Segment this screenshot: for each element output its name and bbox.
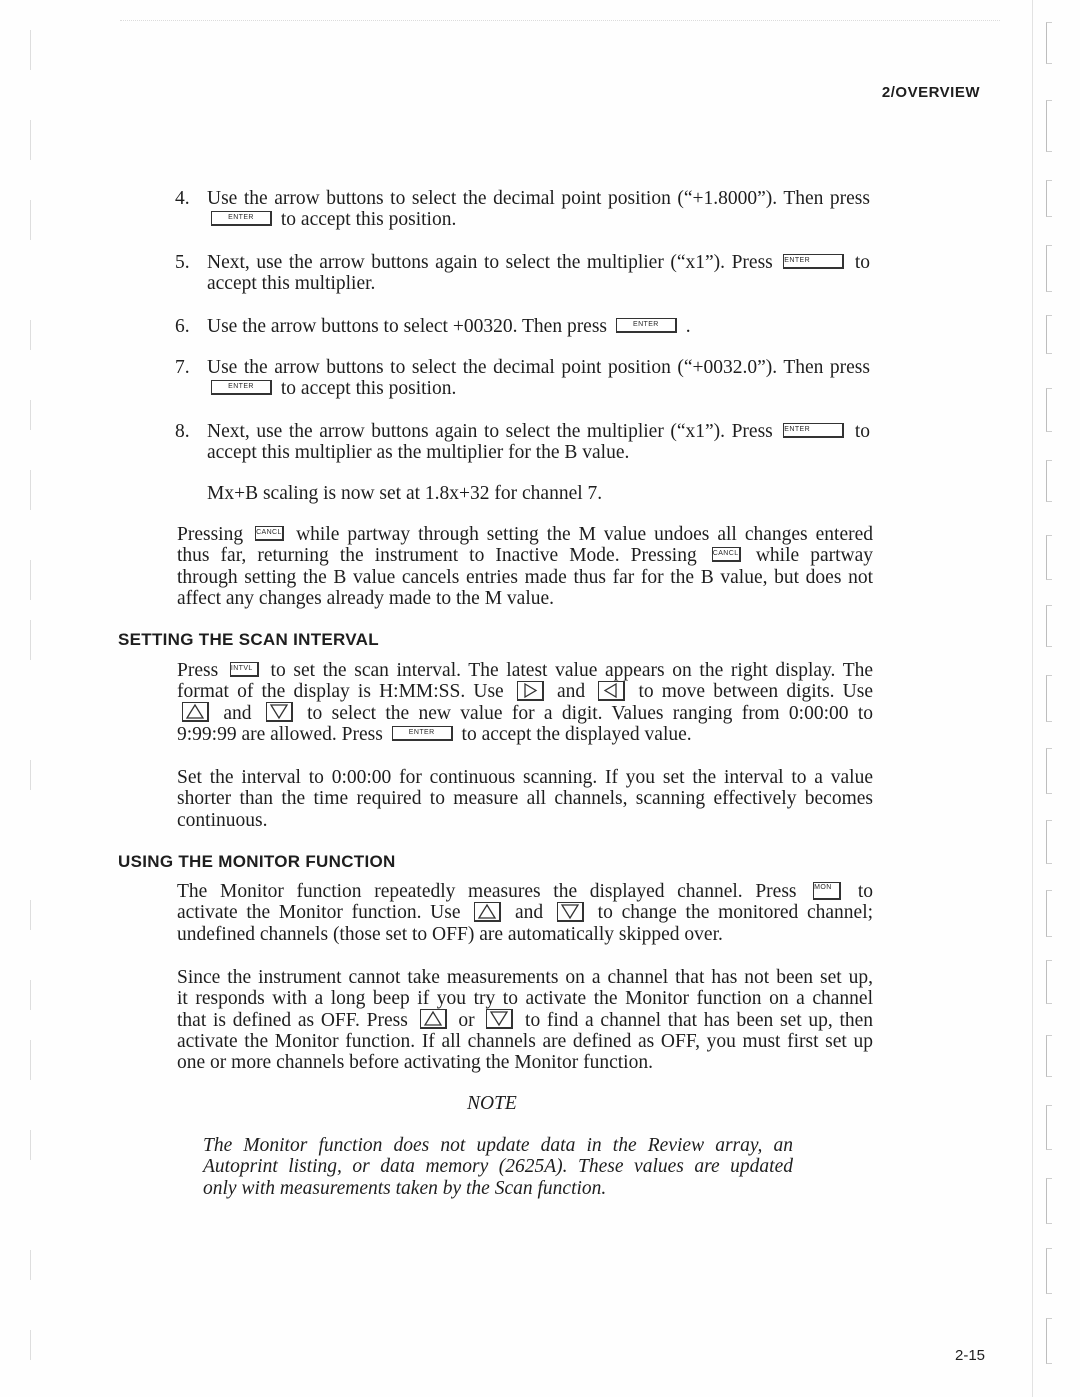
scan-edge-mark — [1046, 1248, 1052, 1294]
paragraph-line — [177, 588, 873, 609]
step-number: 5. — [175, 252, 190, 273]
step-line — [207, 252, 870, 273]
page-number: 2-15 — [955, 1347, 986, 1364]
paragraph-text: undefined channels (those set to OFF) are automatically skipped over. — [177, 923, 723, 945]
step-line — [207, 316, 870, 337]
scan-edge-mark — [30, 470, 31, 510]
right-arrow-key-icon — [517, 681, 544, 701]
section-heading-monitor: USING THE MONITOR FUNCTION — [118, 852, 396, 871]
step-body — [207, 252, 870, 295]
scan-edge-mark — [1046, 1178, 1052, 1224]
paragraph-line — [177, 810, 873, 831]
step-body — [207, 316, 870, 337]
paragraph-line — [177, 967, 873, 988]
paragraph-line — [177, 988, 873, 1009]
step-line — [207, 442, 870, 463]
paragraph-line — [177, 767, 873, 788]
step-body — [207, 421, 870, 464]
paragraph-text: activate the Monitor function. If all channels are defined as OFF, you must first set up — [177, 1030, 873, 1052]
paragraph-text: and — [223, 702, 252, 724]
step-text: accept this multiplier. — [207, 273, 376, 295]
paragraph-line — [177, 1052, 873, 1073]
paragraph-line — [177, 703, 873, 724]
paragraph-text: one or more channels before activating the Monitor function. — [177, 1052, 653, 1074]
note-line — [203, 1156, 793, 1177]
up-arrow-key-icon — [420, 1009, 447, 1029]
step-text: Use the arrow buttons to select the decimal point position (“+1.8000”). Then press — [207, 188, 870, 209]
scan-edge-mark — [30, 1040, 31, 1080]
paragraph-line — [177, 902, 873, 923]
paragraph-text: to set the scan interval. The latest value appears on the right display. The — [270, 660, 874, 681]
scaling-result — [207, 483, 870, 504]
down-arrow-key-icon — [557, 902, 584, 922]
step-text: to accept this position. — [280, 378, 457, 400]
paragraph-text: activate the Monitor function. Use — [177, 902, 461, 924]
scan-edge-mark — [1046, 315, 1052, 354]
cancel-key-icon: CANCL — [255, 526, 284, 541]
scan-edge-mark — [1046, 180, 1052, 217]
paragraph-text: Since the instrument cannot take measurements on a channel that has not been set up, — [177, 967, 873, 988]
scan-edge-mark — [30, 200, 31, 240]
paragraph-line — [207, 483, 870, 504]
paragraph-text: to accept the displayed value. — [461, 723, 692, 745]
paragraph-text: or — [458, 1009, 475, 1031]
enter-key-icon: ENTER — [211, 211, 272, 226]
step-text: Use the arrow buttons to select +00320. Then press — [207, 316, 608, 337]
scan-edge-mark — [1046, 960, 1052, 1004]
scan-edge-mark — [120, 20, 1000, 21]
scan-edge-mark — [30, 620, 31, 660]
up-arrow-key-icon — [474, 902, 501, 922]
paragraph-text: continuous. — [177, 809, 268, 831]
scan-edge-mark — [30, 30, 31, 70]
enter-key-icon: ENTER — [616, 318, 677, 333]
scan-edge-mark — [1046, 100, 1052, 152]
note-line — [203, 1178, 793, 1199]
scan-edge-mark — [30, 1130, 31, 1160]
scan-edge-mark — [1046, 1105, 1052, 1150]
step-text: . — [685, 316, 691, 337]
continuous-scan-paragraph — [177, 767, 873, 831]
step-text: accept this multiplier as the multiplier for the B value. — [207, 442, 630, 464]
enter-key-icon: ENTER — [211, 380, 272, 395]
scan-edge-mark — [30, 1330, 31, 1360]
enter-key-icon: ENTER — [392, 726, 453, 741]
scan-interval-paragraph — [177, 660, 873, 745]
scan-edge-mark — [30, 560, 31, 600]
interval-key-icon: INTVL — [230, 662, 259, 677]
step-line — [207, 188, 870, 209]
paragraph-text: and — [557, 681, 586, 703]
paragraph-line — [177, 724, 873, 745]
paragraph-text: Press — [177, 660, 219, 681]
paragraph-line — [177, 924, 873, 945]
scan-edge-mark — [1032, 0, 1033, 1397]
step-body — [207, 188, 870, 231]
monitor-off-paragraph — [177, 967, 873, 1073]
step-text: to — [854, 252, 871, 273]
paragraph-text: Mx+B scaling is now set at 1.8x+32 for channel 7. — [207, 483, 603, 504]
monitor-key-icon: MON — [813, 882, 841, 900]
paragraph-text: format of the display is H:MM:SS. Use — [177, 681, 504, 703]
scan-edge-mark — [1046, 388, 1052, 432]
step-number: 4. — [175, 188, 190, 209]
cancel-paragraph — [177, 524, 873, 609]
section-heading-scan-interval: SETTING THE SCAN INTERVAL — [118, 630, 379, 649]
step-line — [207, 273, 870, 294]
note-body — [203, 1135, 793, 1199]
note-title: NOTE — [467, 1093, 517, 1114]
step-text: Next, use the arrow buttons again to select the multiplier (“x1”). Press — [207, 421, 773, 442]
cancel-key-icon: CANCL — [712, 547, 741, 562]
paragraph-text: to find a channel that has been set up, then — [525, 1009, 874, 1031]
paragraph-text: The Monitor function repeatedly measures the displayed channel. Press — [177, 881, 797, 902]
paragraph-text: Pressing — [177, 524, 244, 545]
scan-edge-mark — [1046, 22, 1052, 64]
step-line — [207, 378, 870, 399]
paragraph-text: to move between digits. Use — [638, 681, 873, 703]
paragraph-text: to select the new value for a digit. Values ranging from 0:00:00 to — [307, 702, 874, 724]
paragraph-line — [177, 524, 873, 545]
scan-edge-mark — [30, 120, 31, 160]
note-text: only with measurements taken by the Scan function. — [203, 1177, 607, 1199]
step-line — [207, 421, 870, 442]
section-header: 2/OVERVIEW — [881, 84, 980, 101]
scan-edge-mark — [30, 900, 31, 930]
paragraph-line — [177, 1010, 873, 1031]
note-line — [203, 1135, 793, 1156]
paragraph-line — [177, 567, 873, 588]
step-body — [207, 357, 870, 400]
scan-edge-mark — [30, 760, 31, 790]
step-number: 6. — [175, 316, 190, 337]
step-number: 8. — [175, 421, 190, 442]
step-text: Next, use the arrow buttons again to select the multiplier (“x1”). Press — [207, 252, 773, 273]
step-line — [207, 209, 870, 230]
paragraph-text: while partway — [755, 545, 873, 567]
paragraph-text: Set the interval to 0:00:00 for continuous scanning. If you set the interval to a value — [177, 767, 873, 788]
paragraph-text: and — [515, 902, 544, 924]
up-arrow-key-icon — [182, 702, 209, 722]
scan-edge-mark — [1046, 820, 1052, 864]
paragraph-text: thus far, returning the instrument to Inactive Mode. Pressing — [177, 545, 697, 567]
scan-edge-mark — [1046, 748, 1052, 794]
step-text: Use the arrow buttons to select the decimal point position (“+0032.0”). Then press — [207, 357, 870, 378]
paragraph-text: to change the monitored channel; — [597, 902, 874, 924]
scan-edge-mark — [30, 1250, 31, 1280]
paragraph-text: shorter than the time required to measure all channels, scanning effectively becomes — [177, 788, 873, 810]
paragraph-line — [177, 681, 873, 702]
paragraph-line — [177, 1031, 873, 1052]
scan-edge-mark — [1046, 890, 1052, 937]
paragraph-text: while partway through setting the M value undoes all changes entered — [296, 524, 873, 545]
enter-key-icon: ENTER — [783, 423, 844, 438]
paragraph-text: it responds with a long beep if you try to activate the Monitor function on a channel — [177, 988, 873, 1010]
paragraph-line — [177, 660, 873, 681]
paragraph-line — [177, 881, 873, 902]
down-arrow-key-icon — [266, 702, 293, 722]
step-number: 7. — [175, 357, 190, 378]
paragraph-text: that is defined as OFF. Press — [177, 1009, 408, 1031]
paragraph-line — [177, 788, 873, 809]
paragraph-text: affect any changes already made to the M value. — [177, 587, 555, 609]
scan-edge-mark — [30, 980, 31, 1010]
scan-edge-mark — [1046, 1035, 1052, 1077]
paragraph-line — [177, 545, 873, 566]
scan-edge-mark — [1046, 605, 1052, 647]
note-text: Autoprint listing, or data memory (2625A). These values are updated — [203, 1156, 793, 1178]
scan-edge-mark — [1046, 675, 1052, 722]
scan-edge-mark — [30, 320, 31, 350]
down-arrow-key-icon — [486, 1009, 513, 1029]
scan-edge-mark — [1046, 460, 1052, 502]
step-text: to — [854, 421, 871, 442]
step-text: to accept this position. — [280, 209, 457, 231]
scan-edge-mark — [1046, 535, 1052, 580]
enter-key-icon: ENTER — [783, 254, 844, 269]
left-arrow-key-icon — [598, 681, 625, 701]
step-line — [207, 357, 870, 378]
monitor-paragraph — [177, 881, 873, 945]
paragraph-text: to — [857, 881, 874, 902]
scan-edge-mark — [30, 400, 31, 430]
scan-edge-mark — [1046, 1318, 1052, 1364]
paragraph-text: 9:99:99 are allowed. Press — [177, 723, 383, 745]
paragraph-text: through setting the B value cancels entries made thus far for the B value, but does not — [177, 566, 873, 588]
note-text: The Monitor function does not update data in the Review array, an — [203, 1135, 793, 1156]
scan-edge-mark — [1046, 245, 1052, 292]
